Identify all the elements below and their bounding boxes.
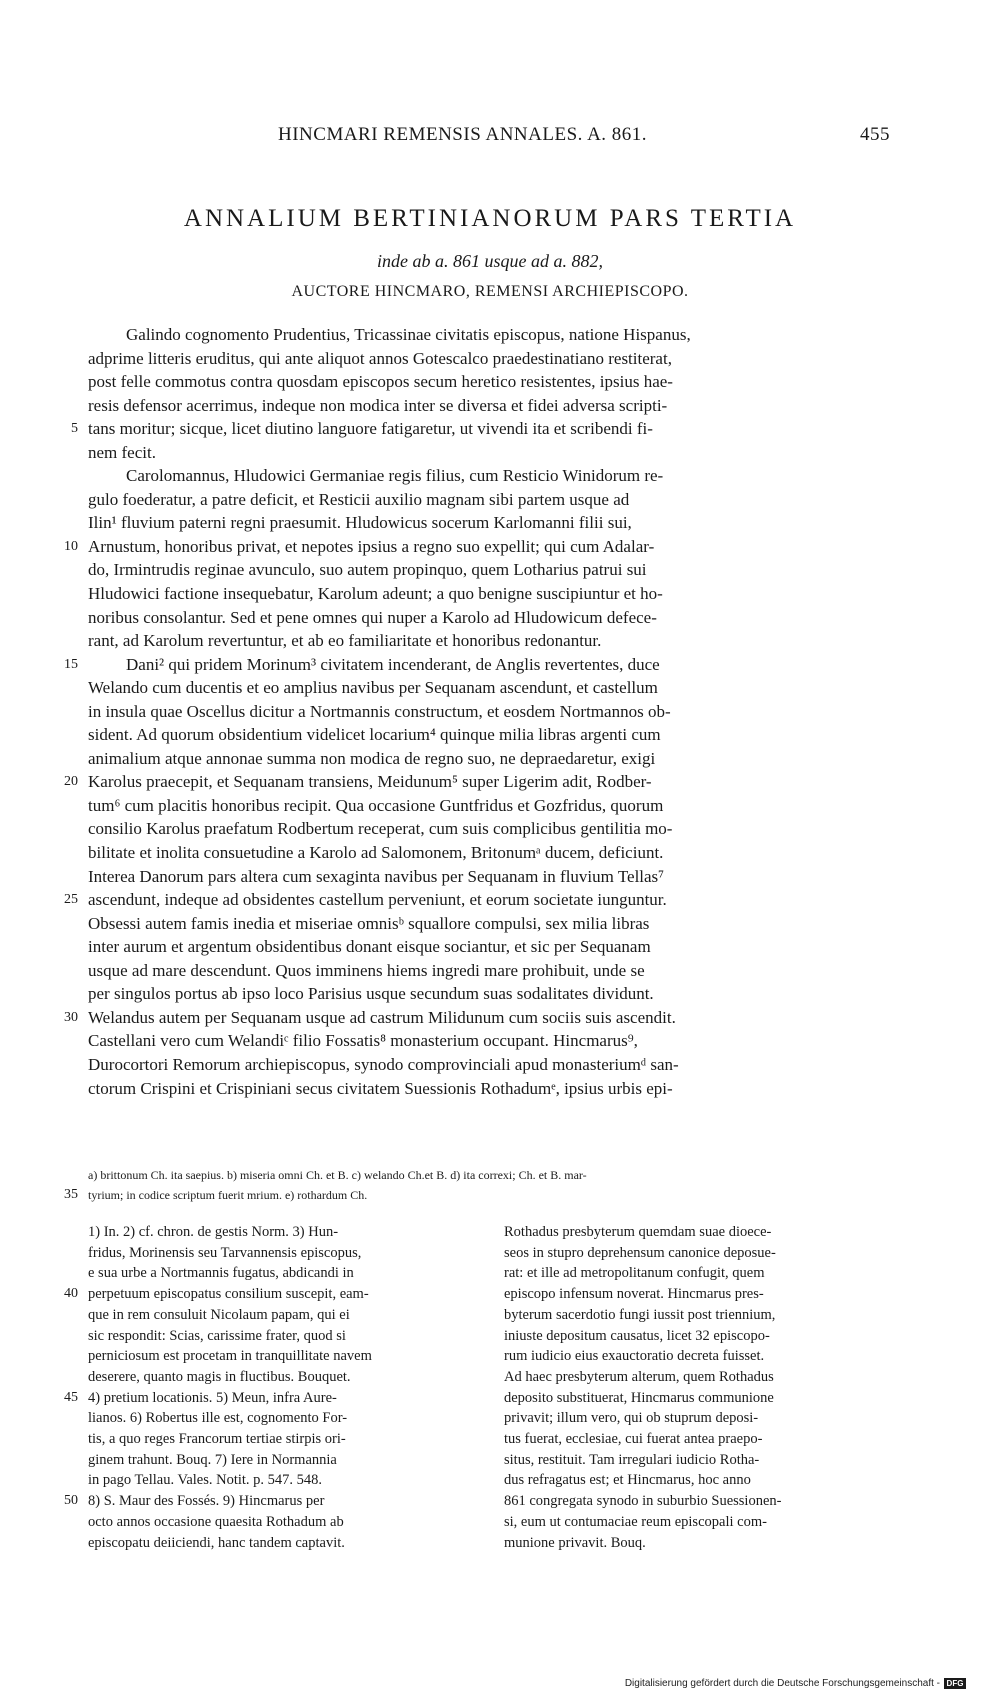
section-subtitle: inde ab a. 861 usque ad a. 882,	[377, 251, 603, 271]
line-text: sic respondit: Scias, carissime frater, quod si	[88, 1327, 346, 1344]
line-text: Interea Danorum pars altera cum sexaginta navibus per Sequanam in fluvium Tellas⁷	[88, 866, 665, 886]
text-line	[88, 370, 898, 394]
line-text: gulo foederatur, a patre deficit, et Resticii auxilio magnam sibi partem usque ad	[88, 489, 630, 509]
line-number: 45	[64, 1389, 78, 1405]
text-line	[88, 1346, 476, 1367]
line-text: dus refragatus est; et Hincmarus, hoc anno	[504, 1472, 751, 1489]
line-text: Obsessi autem famis inedia et miseriae omnisᵇ squallore compulsi, sex milia libras	[88, 913, 650, 933]
text-line	[504, 1243, 898, 1264]
line-text: e sua urbe a Nortmannis fugatus, abdicandi in	[88, 1265, 354, 1282]
line-number: 40	[64, 1286, 78, 1302]
text-line	[88, 1305, 476, 1326]
text-line	[88, 700, 898, 724]
line-text: que in rem consuluit Nicolaum papam, qui ei	[88, 1306, 350, 1323]
text-line	[88, 1077, 898, 1101]
line-text: ascendunt, indeque ad obsidentes castellum perveniunt, et eorum societate iunguntur.	[88, 890, 667, 910]
text-line	[504, 1450, 898, 1471]
line-text: byterum sacerdotio fungi iussit post triennium,	[504, 1306, 776, 1323]
line-text: in insula quae Oscellus dicitur a Nortmannis constructum, et eosdem Nortmannos ob-	[88, 701, 671, 721]
critical-apparatus	[64, 1165, 898, 1205]
line-text: ginem trahunt. Bouq. 7) Iere in Normannia	[88, 1451, 337, 1468]
line-text: Durocortori Remorum archiepiscopus, synodo comprovinciali apud monasteriumᵈ san-	[88, 1054, 679, 1074]
text-line	[64, 1388, 476, 1409]
text-line	[504, 1429, 898, 1450]
text-line	[64, 1185, 898, 1205]
line-text: 8) S. Maur des Fossés. 9) Hincmarus per	[88, 1493, 325, 1510]
text-line	[88, 394, 898, 418]
text-line	[88, 982, 898, 1006]
text-line	[88, 794, 898, 818]
line-text: tum⁶ cum placitis honoribus recipit. Qua occasione Guntfridus et Gozfridus, quorum	[88, 795, 664, 815]
text-line	[88, 1326, 476, 1347]
digitization-footer	[625, 1678, 966, 1689]
text-line	[504, 1305, 898, 1326]
line-text: Arnustum, honoribus privat, et nepotes ipsius a regno suo expellit; qui cum Adalar-	[88, 536, 655, 556]
line-text: seos in stupro deprehensum canonice deposue-	[504, 1244, 776, 1261]
line-text: 4) pretium locationis. 5) Meun, infra Aure-	[88, 1389, 337, 1406]
text-line	[88, 1408, 476, 1429]
text-line	[88, 1263, 476, 1284]
text-line	[504, 1263, 898, 1284]
line-text: iniuste depositum causatus, licet 32 episcopo-	[504, 1327, 770, 1344]
line-text: in pago Tellau. Vales. Notit. p. 547. 548.	[88, 1472, 323, 1489]
text-line	[88, 676, 898, 700]
line-text: animalium atque annonae summa non modica de regno suo, ne depraedaretur, exigi	[88, 748, 656, 768]
line-text: do, Irmintrudis reginae avunculo, suo autem propinquo, quem Lotharius patrui sui	[88, 560, 647, 580]
text-line	[88, 1429, 476, 1450]
line-number: 30	[64, 1009, 78, 1025]
text-line	[88, 1450, 476, 1471]
line-text: Ad haec presbyterum alterum, quem Rothadus	[504, 1368, 774, 1385]
line-text: tans moritur; sicque, licet diutino languore fatigaretur, ut vivendi ita et scribendi fi-	[88, 419, 653, 439]
text-line	[88, 1222, 476, 1243]
dfg-logo-icon: DFG	[944, 1678, 966, 1689]
line-text: rum iudicio eius exauctoratio decreta fuisset.	[504, 1348, 765, 1365]
text-line	[88, 464, 898, 488]
line-text: Welandus autem per Sequanam usque ad castrum Milidunum cum sociis suis ascendit.	[88, 1007, 676, 1027]
text-line	[88, 1029, 898, 1053]
text-line	[504, 1388, 898, 1409]
text-line	[64, 1491, 476, 1512]
line-text: deserere, quanto magis in fluctibus. Bouquet.	[88, 1368, 351, 1385]
line-number: 25	[64, 892, 78, 908]
text-line	[88, 511, 898, 535]
text-line	[504, 1470, 898, 1491]
text-line	[88, 1512, 476, 1533]
line-text: Ilin¹ fluvium paterni regni praesumit. Hludowicus socerum Karlomanni filii sui,	[88, 513, 632, 533]
line-text: ctorum Crispini et Crispiniani secus civitatem Suessionis Rothadumᵉ, ipsius urbis epi-	[88, 1078, 673, 1098]
line-text: per singulos portus ab ipso loco Parisius usque secundum suas sodalitates dividunt.	[88, 984, 654, 1004]
text-line	[504, 1346, 898, 1367]
line-number: 5	[71, 421, 78, 437]
text-line	[88, 323, 898, 347]
section-title: ANNALIUM BERTINIANORUM PARS TERTIA	[183, 205, 797, 232]
text-line	[88, 841, 898, 865]
line-text: lianos. 6) Robertus ille est, cognomento For-	[88, 1410, 348, 1427]
line-text: inter aurum et argentum obsidentibus donant eisque sociantur, et sic per Sequanam	[88, 937, 651, 957]
line-text: resis defensor acerrimus, indeque non modica inter se diversa et fidei adversa scripti-	[88, 395, 668, 415]
text-line	[504, 1491, 898, 1512]
text-line	[504, 1512, 898, 1533]
text-line	[64, 535, 898, 559]
text-line	[88, 865, 898, 889]
line-text: privavit; illum vero, qui ob stuprum deposi-	[504, 1410, 759, 1427]
text-line	[88, 1367, 476, 1388]
line-number: 15	[64, 656, 78, 672]
line-number: 20	[64, 774, 78, 790]
line-text: Carolomannus, Hludowici Germaniae regis filius, cum Resticio Winidorum re-	[126, 466, 664, 486]
line-text: Rothadus presbyterum quemdam suae dioece-	[504, 1224, 772, 1240]
text-line	[504, 1408, 898, 1429]
line-text: tis, a quo reges Francorum tertiae stirpis ori-	[88, 1431, 346, 1448]
text-line	[88, 558, 898, 582]
line-text: si, eum ut contumaciae reum episcopali com-	[504, 1513, 767, 1530]
text-line	[88, 747, 898, 771]
text-line	[64, 1284, 476, 1305]
text-line	[64, 770, 898, 794]
line-text: rat: et ille ad metropolitanum confugit, quem	[504, 1265, 765, 1282]
line-text: consilio Karolus praefatum Rodbertum receperat, cum suis complicibus gentilitia mo-	[88, 819, 673, 839]
line-text: usque ad mare descendunt. Quos imminens hiems ingredi mare prohibuit, unde se	[88, 960, 645, 980]
line-text: Hludowici factione insequebatur, Karolum adeunt; a quo benigne suscipiuntur et ho-	[88, 584, 663, 604]
text-line	[88, 959, 898, 983]
text-line	[64, 653, 898, 677]
digitization-credit: Digitalisierung gefördert durch die Deutsche Forschungsgemeinschaft -	[624, 1678, 940, 1689]
line-number: 50	[64, 1493, 78, 1509]
line-text: perpetuum episcopatus consilium suscepit, eam-	[88, 1286, 369, 1303]
running-head-title: HINCMARI REMENSIS ANNALES. A. 861.	[278, 124, 648, 145]
text-line	[88, 817, 898, 841]
section-author: AUCTORE HINCMARO, REMENSI ARCHIEPISCOPO.	[291, 283, 689, 300]
footnotes-right-column	[504, 1222, 898, 1553]
line-number: 35	[64, 1187, 78, 1202]
text-line	[88, 1470, 476, 1491]
text-line	[64, 888, 898, 912]
line-text: nem fecit.	[88, 442, 156, 462]
line-text: a) brittonum Ch. ita saepius. b) miseria omni Ch. et B. c) welando Ch.et B. d) ita correxi; Ch. et B. mar-	[88, 1168, 587, 1182]
text-line	[88, 1053, 898, 1077]
text-line	[88, 1533, 476, 1554]
line-text: perniciosum est procetam in tranquillitate navem	[88, 1348, 372, 1365]
text-line	[88, 347, 898, 371]
text-line	[504, 1222, 898, 1243]
line-text: 861 congregata synodo in suburbio Suessionen-	[504, 1493, 782, 1510]
line-text: tyrium; in codice scriptum fuerit mrium. e) rothardum Ch.	[88, 1188, 368, 1202]
line-text: Galindo cognomento Prudentius, Tricassinae civitatis episcopus, natione Hispanus,	[126, 325, 691, 344]
line-text: bilitate et inolita consuetudine a Karolo ad Salomonem, Britonumᵃ ducem, deficiunt.	[88, 843, 664, 863]
text-line	[88, 1165, 898, 1185]
line-text: sident. Ad quorum obsidentium videlicet locarium⁴ quinque milia libras argenti cum	[88, 725, 661, 745]
running-head	[0, 124, 1000, 148]
page-number: 455	[860, 124, 890, 145]
footnotes-left-column	[64, 1222, 476, 1553]
line-text: Dani² qui pridem Morinum³ civitatem incenderant, de Anglis revertentes, duce	[126, 654, 660, 674]
line-text: munione privavit. Bouq.	[504, 1534, 646, 1551]
text-line	[71, 417, 898, 441]
text-line	[504, 1533, 898, 1554]
text-line	[88, 488, 898, 512]
line-text: Karolus praecepit, et Sequanam transiens, Meidunum⁵ super Ligerim adit, Rodber-	[88, 772, 652, 792]
line-text: fridus, Morinensis seu Tarvannensis episcopus,	[88, 1244, 362, 1261]
text-line	[88, 912, 898, 936]
text-line	[64, 1006, 898, 1030]
text-line	[88, 1243, 476, 1264]
text-line	[504, 1367, 898, 1388]
text-line	[88, 935, 898, 959]
line-text: tus fuerat, ecclesiae, cui fuerat antea praepo-	[504, 1431, 763, 1448]
text-line	[504, 1326, 898, 1347]
line-text: situs, restituit. Tam irregulari iudicio Rotha-	[504, 1451, 760, 1468]
line-text: 1) In. 2) cf. chron. de gestis Norm. 3) Hun-	[88, 1224, 339, 1240]
text-line	[88, 606, 898, 630]
line-text: rant, ad Karolum revertuntur, et ab eo familiaritate et honoribus redonantur.	[88, 631, 602, 651]
text-line	[504, 1284, 898, 1305]
text-line	[88, 582, 898, 606]
line-text: noribus consolantur. Sed et pene omnes qui nuper a Karolo ad Hludowicum defece-	[88, 607, 657, 627]
line-text: Castellani vero cum Welandiᶜ filio Fossatis⁸ monasterium occupant. Hincmarus⁹,	[88, 1031, 638, 1051]
line-text: Welando cum ducentis et eo amplius navibus per Sequanam ascendunt, et castellum	[88, 678, 658, 698]
line-number: 10	[64, 538, 78, 554]
text-line	[88, 723, 898, 747]
line-text: episcopatu deiiciendi, hanc tandem captavit.	[88, 1534, 345, 1551]
main-text-body	[64, 323, 898, 1100]
text-line	[88, 629, 898, 653]
line-text: post felle commotus contra quosdam episcopos secum heretico resistentes, ipsius hae-	[88, 372, 673, 392]
line-text: deposito substituerat, Hincmarus communione	[504, 1389, 774, 1406]
line-text: octo annos occasione quaesita Rothadum ab	[88, 1513, 344, 1530]
line-text: adprime litteris eruditus, qui ante aliquot annos Gotescalco praedestinatiano restiterat,	[88, 348, 672, 368]
line-text: episcopo infensum noverat. Hincmarus pres-	[504, 1286, 764, 1303]
text-line	[88, 441, 898, 465]
